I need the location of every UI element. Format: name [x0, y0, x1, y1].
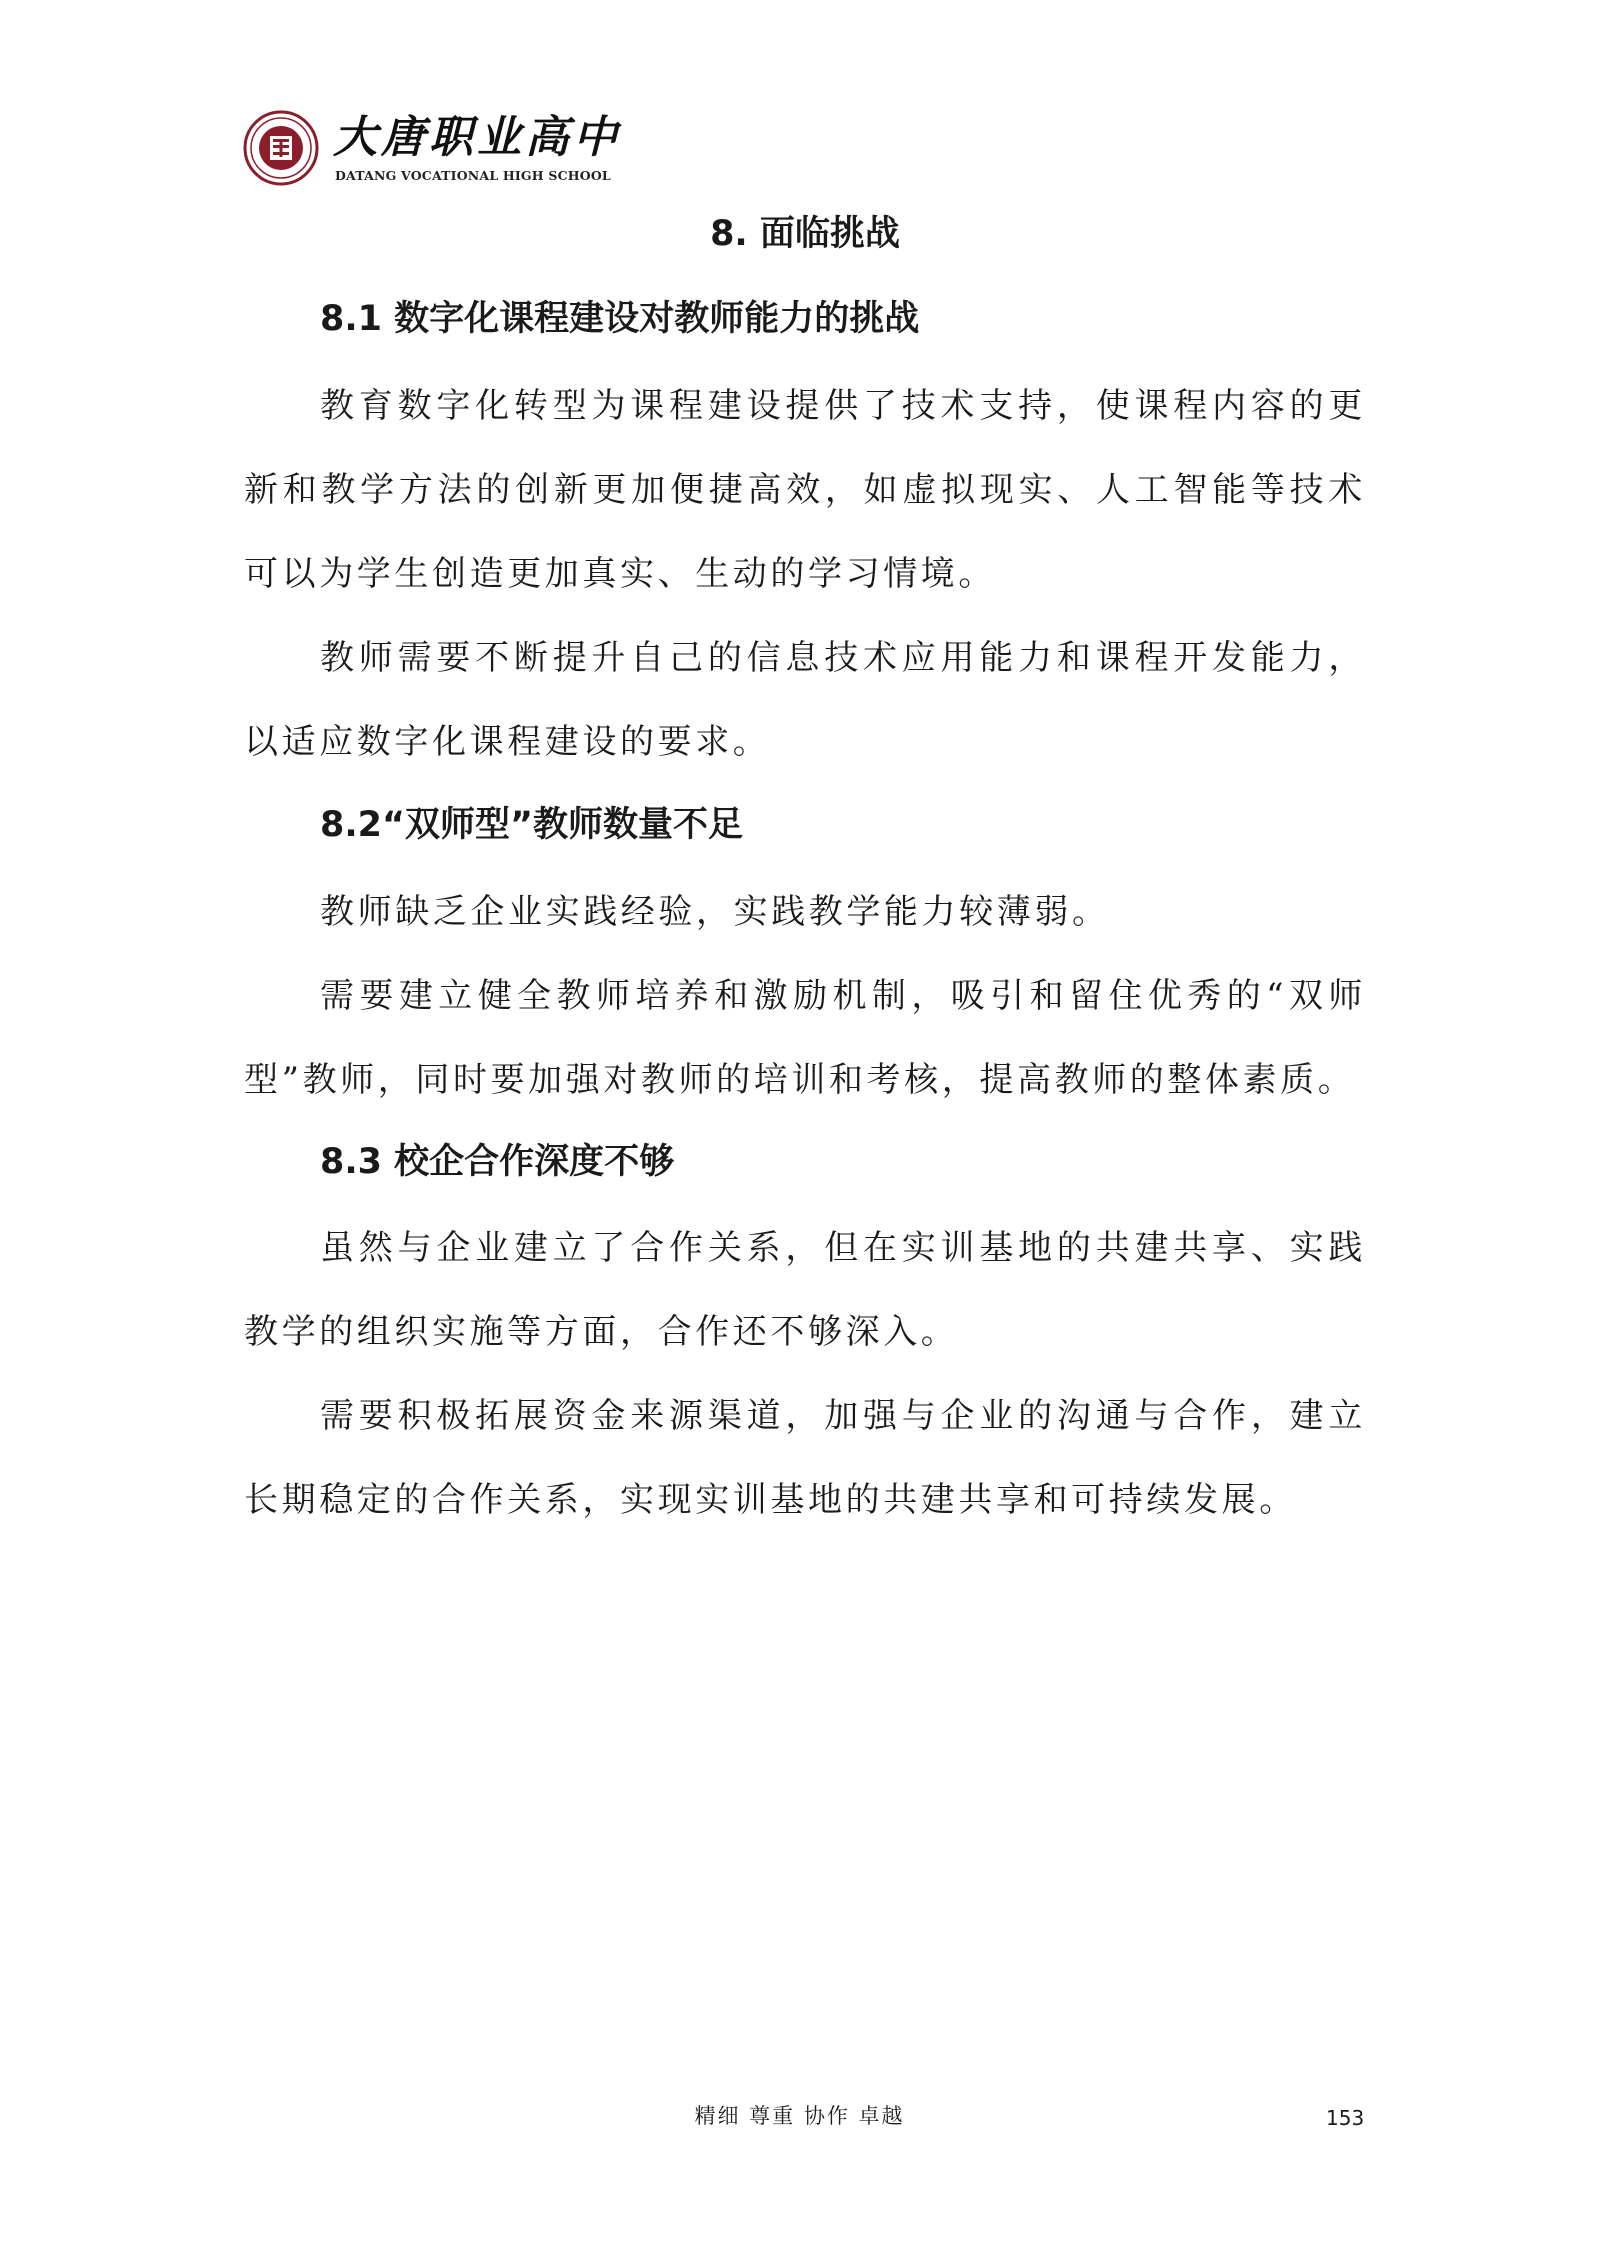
paragraph: 教师需要不断提升自己的信息技术应用能力和课程开发能力，以适应数字化课程建设的要求。: [244, 638, 1366, 762]
school-logo-text: 大唐职业高中: [333, 112, 621, 163]
school-motto: 精细 尊重 协作 卓越: [694, 2104, 905, 2128]
paragraph: 教育数字化转型为课程建设提供了技术支持，使课程内容的更新和教学方法的创新更加便捷高效，如虚拟现实、人工智能等技术可以为学生创造更加真实、生动的学习情境。: [244, 386, 1366, 594]
subsection-title-8-2: 8.2“双师型”教师数量不足: [320, 805, 744, 845]
school-seal-icon: [243, 110, 319, 186]
subsection-title-8-1: 8.1 数字化课程建设对教师能力的挑战: [320, 299, 920, 339]
paragraph: 教师缺乏企业实践经验，实践教学能力较薄弱。: [320, 892, 1110, 932]
school-logo-english: DATANG VOCATIONAL HIGH SCHOOL: [335, 168, 611, 183]
section-title: 8. 面临挑战: [710, 214, 900, 254]
paragraph: 需要建立健全教师培养和激励机制，吸引和留住优秀的“双师型”教师，同时要加强对教师的培训和考核，提高教师的整体素质。: [244, 976, 1366, 1100]
paragraph: 需要积极拓展资金来源渠道，加强与企业的沟通与合作，建立长期稳定的合作关系，实现实训基地的共建共享和可持续发展。: [244, 1396, 1366, 1520]
subsection-title-8-3: 8.3 校企合作深度不够: [320, 1142, 675, 1182]
page-number: 153: [1326, 2106, 1365, 2130]
paragraph: 虽然与企业建立了合作关系，但在实训基地的共建共享、实践教学的组织实施等方面，合作还不够深入。: [244, 1228, 1366, 1352]
page-header: [243, 108, 663, 188]
page-footer: [0, 2100, 1599, 2140]
